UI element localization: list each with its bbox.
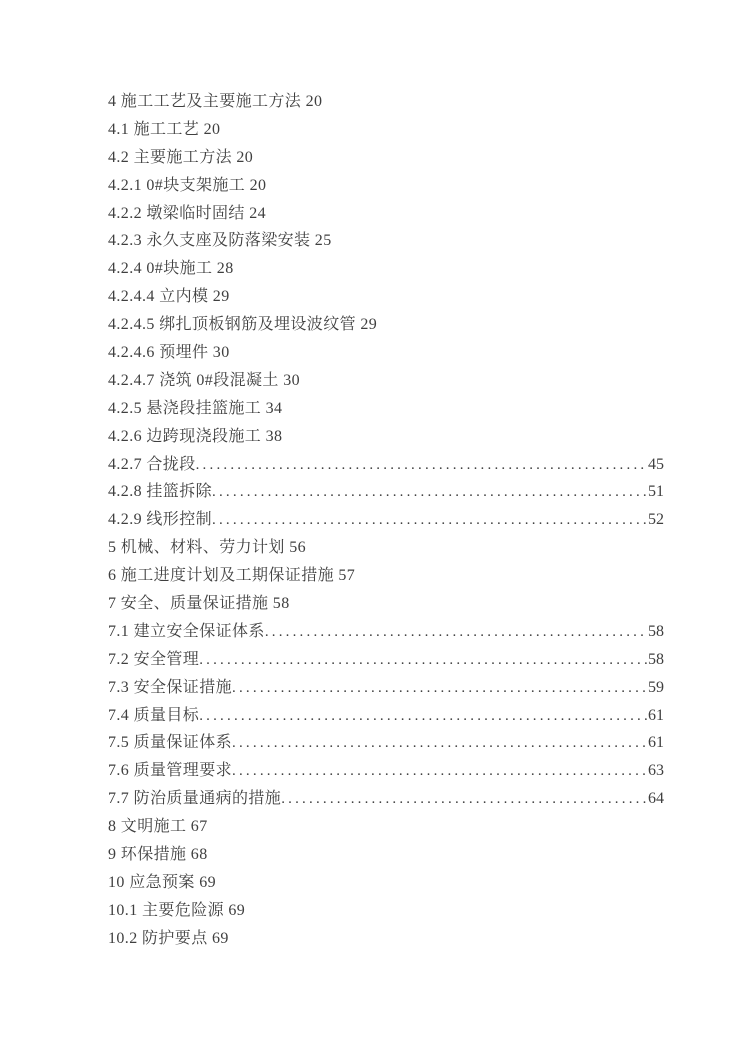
toc-page-number: 58 (648, 650, 664, 668)
toc-entry (108, 339, 664, 367)
toc-entry (108, 144, 664, 172)
toc-dot-leader (199, 702, 648, 730)
toc-entry (108, 367, 664, 395)
toc-entry-text: 4.2.7 合拢段 (108, 455, 196, 473)
toc-entry (108, 757, 664, 785)
toc-entry-text: 4.2.4.7 浇筑 0#段混凝土 30 (108, 371, 301, 389)
toc-entry-text: 8 文明施工 67 (108, 818, 208, 836)
toc-page-number: 59 (648, 678, 664, 696)
toc-entry (108, 562, 664, 590)
toc-entry-text: 4.2.4.4 立内模 29 (108, 288, 230, 306)
toc-entry-text: 10.1 主要危险源 69 (108, 901, 246, 919)
toc-entry (108, 255, 664, 283)
toc-entry (108, 674, 664, 702)
toc-entry-text: 6 施工进度计划及工期保证措施 57 (108, 567, 356, 585)
toc-entry-text: 9 环保措施 68 (108, 846, 208, 864)
toc-entry (108, 395, 664, 423)
toc-entry-text: 7.2 安全管理 (108, 650, 200, 668)
toc-dot-leader (232, 729, 648, 757)
toc-entry-text: 5 机械、材料、劳力计划 56 (108, 539, 307, 557)
toc-entry (108, 869, 664, 897)
toc-entry (108, 478, 664, 506)
toc-page-number: 61 (648, 734, 664, 752)
toc-page-number: 51 (648, 483, 664, 501)
toc-entry (108, 534, 664, 562)
toc-entry-text: 4.2 主要施工方法 20 (108, 148, 254, 166)
toc-entry (108, 590, 664, 618)
toc-dot-leader (212, 506, 648, 534)
toc-entry-text: 7.7 防治质量通病的措施 (108, 790, 282, 808)
toc-entry-text: 7 安全、质量保证措施 58 (108, 595, 290, 613)
toc-page-number: 52 (648, 511, 664, 529)
toc-dot-leader (212, 478, 648, 506)
toc-dot-leader (281, 785, 648, 813)
toc-entry (108, 283, 664, 311)
toc-entry-text: 7.6 质量管理要求 (108, 762, 233, 780)
toc-dot-leader (232, 757, 648, 785)
toc-entry (108, 618, 664, 646)
toc-entry-text: 10 应急预案 69 (108, 873, 217, 891)
toc-entry-text: 7.5 质量保证体系 (108, 734, 233, 752)
toc-entry (108, 925, 664, 953)
toc-entry-text: 4.2.4.5 绑扎顶板钢筋及埋设波纹管 29 (108, 316, 378, 334)
toc-entry (108, 451, 664, 479)
toc-entry-text: 4.1 施工工艺 20 (108, 120, 221, 138)
toc-dot-leader (265, 618, 648, 646)
toc-entry (108, 227, 664, 255)
toc-entry-text: 4.2.1 0#块支架施工 20 (108, 176, 267, 194)
toc-entry-text: 4.2.6 边跨现浇段施工 38 (108, 427, 283, 445)
toc-entry-text: 10.2 防护要点 69 (108, 929, 229, 947)
toc-page-number: 58 (648, 622, 664, 640)
toc-entry-text: 4.2.8 挂篮拆除 (108, 483, 213, 501)
toc-dot-leader (199, 646, 648, 674)
toc-entry (108, 813, 664, 841)
toc-entry-text: 4.2.5 悬浇段挂篮施工 34 (108, 399, 283, 417)
toc-page-number: 61 (648, 706, 664, 724)
toc-entry-text: 4.2.9 线形控制 (108, 511, 213, 529)
toc-entry-text: 4 施工工艺及主要施工方法 20 (108, 93, 323, 110)
toc-entry (108, 200, 664, 228)
toc-entry (108, 646, 664, 674)
toc-page-number: 64 (648, 790, 664, 808)
toc-entry-text: 7.4 质量目标 (108, 706, 200, 724)
toc-entry-text: 4.2.3 永久支座及防落梁安装 25 (108, 232, 332, 250)
toc-entry (108, 729, 664, 757)
toc-entry (108, 841, 664, 869)
toc-entry (108, 423, 664, 451)
toc-entry (108, 88, 664, 116)
toc-page-number: 63 (648, 762, 664, 780)
toc-entry-text: 4.2.4 0#块施工 28 (108, 260, 234, 278)
toc-entry-text: 4.2.4.6 预埋件 30 (108, 344, 230, 362)
toc-dot-leader (232, 674, 648, 702)
toc-entry-text: 7.3 安全保证措施 (108, 678, 233, 696)
toc-entry (108, 785, 664, 813)
toc-entry (108, 506, 664, 534)
toc-entry-text: 4.2.2 墩梁临时固结 24 (108, 204, 267, 222)
toc-entry (108, 116, 664, 144)
toc-entry (108, 172, 664, 200)
toc-page-number: 45 (648, 455, 664, 473)
toc-entry (108, 311, 664, 339)
toc-list (108, 88, 664, 953)
toc-entry (108, 897, 664, 925)
toc-entry-text: 7.1 建立安全保证体系 (108, 622, 265, 640)
toc-dot-leader (196, 451, 648, 479)
toc-entry (108, 702, 664, 730)
